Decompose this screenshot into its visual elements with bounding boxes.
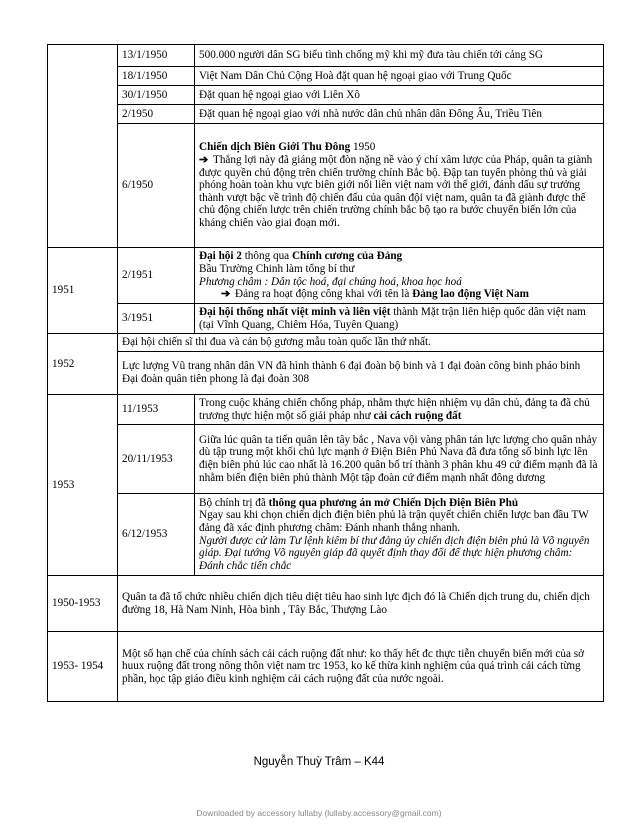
- event-text: Bộ chính trị đã: [199, 496, 269, 509]
- table-row: [48, 45, 604, 67]
- table-row: [48, 425, 604, 494]
- event-text: Ngay sau khi chọn chiến dịch điện biên phủ là trận quyết chiến chiến lược ban đầu TW đảng đã xác định phương châm: Đánh nhanh thắng nhanh.: [199, 509, 589, 534]
- table-row: [48, 67, 604, 86]
- event-cell: Đại hội chiến sĩ thi đua và cán bộ gương mẫu toàn quốc lần thứ nhất.: [118, 334, 604, 352]
- event-bold: Đại hội 2: [199, 250, 242, 263]
- table-row: [48, 352, 604, 395]
- date-cell: 3/1951: [118, 304, 195, 334]
- event-cell: Việt Nam Dân Chủ Cộng Hoà đặt quan hệ ngoại giao với Trung Quốc: [195, 67, 604, 86]
- event-bold: thông qua phương án mở Chiến Dịch Điện Biên Phủ: [268, 496, 519, 509]
- event-cell: Đặt quan hệ ngoại giao với Liên Xô: [195, 86, 604, 105]
- event-bold: cải cách ruộng đất: [373, 409, 462, 422]
- event-body: Thắng lợi này đã giáng một đòn nặng nề vào ý chí xâm lược của Pháp, quân ta giành được quyền chủ động trên chiến trường chính Bắc bộ. Đập tan tuyến phòng thủ và giải phóng hoàn toàn khu vực biên giới nối liền việt nam với thế giới, đánh dấu sự trưởng thành vượt bậc về trình độ chiến đấu của quân đội việt nam, quân ta đã giành được thế chủ động chiến lược trên chiến trường chính bắc bộ tạo ra bước chuyển biến lớn của kháng chiến vào giai đoạn mới.: [199, 154, 593, 229]
- date-cell: 2/1951: [118, 248, 195, 304]
- table-row: [48, 494, 604, 576]
- year-cell: [48, 45, 118, 248]
- event-text: Bầu Trường Chinh làm tổng bí thư: [199, 262, 355, 275]
- timeline-table: [47, 44, 604, 702]
- table-row: [48, 395, 604, 425]
- table-row: [48, 632, 604, 702]
- event-cell: Giữa lúc quân ta tiến quân lên tây bắc , Nava vội vàng phân tán lực lượng cho quân nhảy dù tập trung một khối chủ lực mạnh ở Điện Biên Phủ Nava đã đưa tổng số binh lực lên điện biên phủ lúc cao nhất là 16.200 quân bố trí thành 3 phân khu 49 cứ điểm mạnh đã là nhằm biến điện biên phủ thành Một tập đoàn cứ điểm mạnh nhất đông dương: [195, 425, 604, 494]
- event-cell: [118, 352, 604, 395]
- year-cell: 1952: [48, 334, 118, 395]
- date-cell: 6/12/1953: [118, 494, 195, 576]
- arrow-right-icon: ➔: [221, 288, 231, 301]
- event-bold: Đại hội thống nhất việt minh và liên việt: [199, 305, 391, 318]
- event-cell: Quân ta đã tổ chức nhiều chiến dịch tiêu diệt tiêu hao sinh lực địch đó là Chiến dịch trung du, chiến dịch đường 18, Hà Nam Ninh, Hòa bình , Tây Bắc, Thượng Lào: [118, 576, 604, 632]
- event-text: thông qua: [241, 250, 292, 263]
- date-cell: 11/1953: [118, 395, 195, 425]
- table-row: [48, 86, 604, 105]
- event-cell: [195, 248, 604, 304]
- event-title-year: 1950: [350, 141, 376, 154]
- event-title: Chiến dịch Biên Giới Thu Đông: [199, 141, 351, 154]
- table-row: [48, 124, 604, 248]
- year-cell: 1953- 1954: [48, 632, 118, 702]
- event-text: Lực lượng Vũ trang nhân dân VN đã hình thành 6 đại đoàn bộ binh và 1 đại đoàn công binh pháo binh: [122, 360, 581, 373]
- arrow-right-icon: ➔: [199, 154, 209, 167]
- event-cell: Đặt quan hệ ngoại giao với nhà nước dân chủ nhân dân Đông Âu, Triều Tiên: [195, 105, 604, 124]
- table-row: [48, 248, 604, 304]
- date-cell: 2/1950: [118, 105, 195, 124]
- table-row: [48, 304, 604, 334]
- year-cell: 1951: [48, 248, 118, 334]
- date-cell: 13/1/1950: [118, 45, 195, 67]
- author-footer: Nguyễn Thuỳ Trâm – K44: [253, 756, 385, 768]
- year-cell: 1950-1953: [48, 576, 118, 632]
- event-italic: Người được cử làm Tư lệnh kiêm bí thư đảng ủy chiến dịch điện biên phủ là Võ nguyên giáp. Đại tướng Võ nguyên giáp đã quyết định thay đổi để thực hiện phương châm: Đánh chắc tiến chắc: [199, 534, 590, 572]
- event-cell: [195, 304, 604, 334]
- table-row: [48, 105, 604, 124]
- event-text: Đại đoàn quân tiên phong là đại đoàn 308: [122, 373, 310, 385]
- date-cell: 6/1950: [118, 124, 195, 248]
- event-cell: [195, 494, 604, 576]
- table-row: [48, 576, 604, 632]
- date-cell: 30/1/1950: [118, 86, 195, 105]
- event-bold: Chính cương của Đảng: [291, 250, 403, 263]
- download-notice: Downloaded by accessory lullaby (lullaby.accessory@gmail.com): [196, 808, 442, 818]
- event-bold: Đảng lao động Việt Nam: [412, 288, 529, 301]
- event-text: Trong cuộc kháng chiến chống pháp, nhằm thực hiện nhiệm vụ dân chủ, đảng ta đã chủ trương thực hiện một số giải pháp như: [199, 396, 590, 422]
- event-cell: [195, 124, 604, 248]
- event-cell: [195, 395, 604, 425]
- date-cell: 18/1/1950: [118, 67, 195, 86]
- event-italic: Phương châm : Dân tộc hoá, đại chúng hoá, khoa học hoá: [199, 275, 462, 288]
- table-row: [48, 334, 604, 352]
- event-cell: Một số hạn chế của chính sách cải cách ruộng đất như: ko thấy hết đc thực tiễn chuyển biến mới của sở huux ruộng đất trong nông thôn việt nam trc 1953, ko kế thừa kinh nghiệm của quá trình cải cách từng phần, học tập giáo điều kinh nghiệm cải cách ruộng đất của nước ngoài.: [118, 632, 604, 702]
- event-cell: 500.000 người dân SG biểu tình chống mỹ khi mỹ đưa tàu chiến tới cảng SG: [195, 45, 604, 67]
- event-text: Đảng ra hoạt động công khai với tên là: [235, 288, 413, 301]
- year-cell: 1953: [48, 395, 118, 576]
- event-text: thành Mặt trận liên hiệp quốc dân việt nam (tại Vĩnh Quang, Chiêm Hóa, Tuyên Quang): [199, 305, 586, 331]
- date-cell: 20/11/1953: [118, 425, 195, 494]
